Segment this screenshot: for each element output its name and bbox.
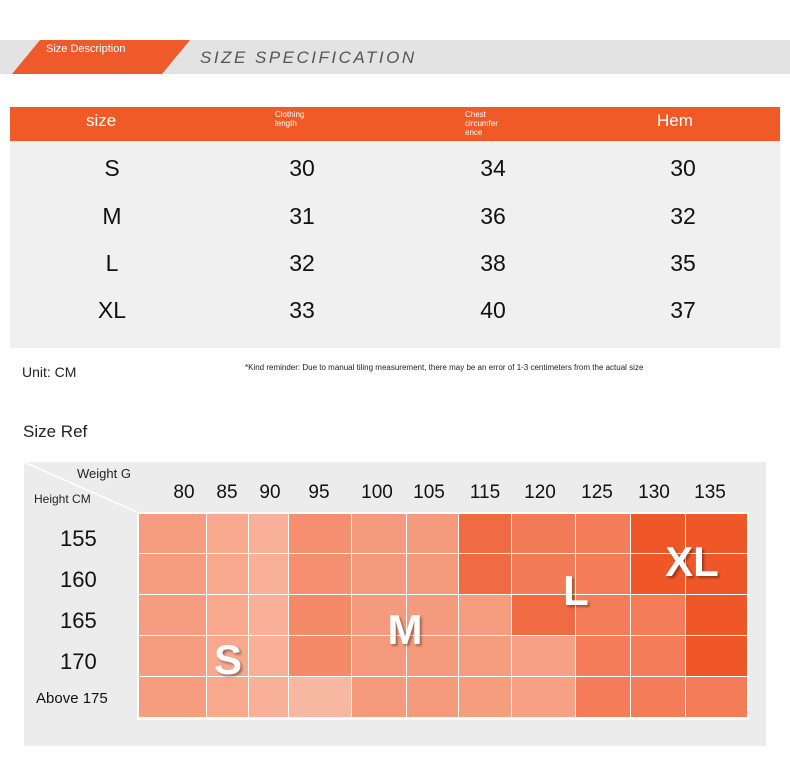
weight-column-label: 105 <box>413 482 445 503</box>
height-axis-label: Height CM <box>34 492 91 506</box>
table-cell-hem: 37 <box>670 297 696 323</box>
page-title: SIZE SPECIFICATION <box>200 48 417 67</box>
grid-cell <box>139 514 206 553</box>
weight-column-label: 125 <box>581 482 613 503</box>
grid-cell <box>289 636 351 676</box>
table-cell-chest: 40 <box>480 297 506 323</box>
grid-cell <box>249 554 288 594</box>
grid-cell <box>686 677 747 717</box>
grid-cell <box>289 595 351 635</box>
table-cell-size: M <box>102 203 122 229</box>
column-header-chest <box>465 110 498 137</box>
size-mark-l: L <box>563 567 589 614</box>
grid-cell <box>407 677 458 717</box>
table-cell-hem: 35 <box>670 250 696 276</box>
grid-cell <box>207 595 248 635</box>
height-row-label: 155 <box>60 526 97 551</box>
grid-cell <box>207 554 248 594</box>
table-cell-chest: 34 <box>480 155 506 181</box>
grid-cell <box>631 636 685 676</box>
size-mark-s: S <box>213 636 243 683</box>
weight-column-label: 80 <box>173 482 195 503</box>
grid-cell <box>289 554 351 594</box>
table-cell-size: L <box>105 250 119 276</box>
table-cell-length: 33 <box>289 297 315 323</box>
column-header-line: Chest <box>465 110 486 119</box>
table-cell-hem: 32 <box>670 203 696 229</box>
weight-column-label: 135 <box>694 482 726 503</box>
table-cell-length: 32 <box>289 250 315 276</box>
grid-cell <box>289 677 351 717</box>
table-cell-chest: 36 <box>480 203 506 229</box>
weight-column-label: 95 <box>308 482 330 503</box>
grid-cell <box>686 636 747 676</box>
grid-cell <box>249 514 288 553</box>
height-row-label: 165 <box>60 608 97 633</box>
column-header-line: Clothing <box>275 110 305 119</box>
grid-cell <box>139 595 206 635</box>
grid-cell <box>459 554 511 594</box>
table-cell-chest: 38 <box>480 250 506 276</box>
table-cell-hem: 30 <box>670 155 696 181</box>
grid-cell <box>686 595 747 635</box>
grid-cell <box>352 554 406 594</box>
weight-column-label: 130 <box>638 482 670 503</box>
grid-cell <box>289 514 351 553</box>
grid-cell <box>512 636 575 676</box>
size-ref-title: Size Ref <box>23 422 88 441</box>
column-header-line: length <box>275 119 297 128</box>
table-cell-size: S <box>104 155 120 181</box>
grid-cell <box>512 514 575 553</box>
weight-column-label: 115 <box>469 482 501 503</box>
column-header-line: ence <box>465 128 483 137</box>
grid-cell <box>631 595 685 635</box>
table-cell-length: 31 <box>289 203 315 229</box>
grid-cell <box>249 595 288 635</box>
size-ref-grid <box>137 512 749 720</box>
grid-cell <box>459 514 511 553</box>
size-mark-xl: XL <box>665 538 719 585</box>
grid-cell <box>576 636 630 676</box>
grid-cell <box>352 514 406 553</box>
grid-cell <box>139 554 206 594</box>
grid-cell <box>407 554 458 594</box>
weight-column-label: 90 <box>259 482 281 503</box>
weight-column-label: 120 <box>524 482 556 503</box>
size-mark-m: M <box>387 606 423 653</box>
measurement-reminder: *Kind reminder: Due to manual tiling measurement, there may be an error of 1-3 centimeters from the actual size <box>245 363 644 372</box>
grid-cell <box>459 677 511 717</box>
height-row-label: 170 <box>60 649 97 674</box>
column-header-hem: Hem <box>657 111 693 130</box>
unit-label: Unit: CM <box>22 364 77 380</box>
grid-cell <box>407 514 458 553</box>
column-header-clothing-length <box>275 110 304 128</box>
banner-tag-label: Size Description <box>46 43 126 55</box>
grid-cell <box>352 677 406 717</box>
grid-cell <box>631 677 685 717</box>
table-cell-length: 30 <box>289 155 315 181</box>
weight-column-label: 85 <box>216 482 238 503</box>
grid-cell <box>459 636 511 676</box>
grid-cell <box>512 677 575 717</box>
column-header-size: size <box>86 111 117 130</box>
grid-cell <box>139 677 206 717</box>
height-row-label: Above 175 <box>36 690 108 707</box>
grid-cell <box>576 677 630 717</box>
grid-cell <box>249 636 288 676</box>
grid-cell <box>576 514 630 553</box>
column-header-line: circumfer <box>465 119 498 128</box>
grid-cell <box>139 636 206 676</box>
weight-column-label: 100 <box>361 482 393 503</box>
height-row-label: 160 <box>60 567 97 592</box>
weight-axis-label: Weight G <box>77 466 131 481</box>
table-cell-size: XL <box>97 297 127 323</box>
grid-cell <box>249 677 288 717</box>
grid-cell <box>459 595 511 635</box>
grid-cell <box>207 514 248 553</box>
